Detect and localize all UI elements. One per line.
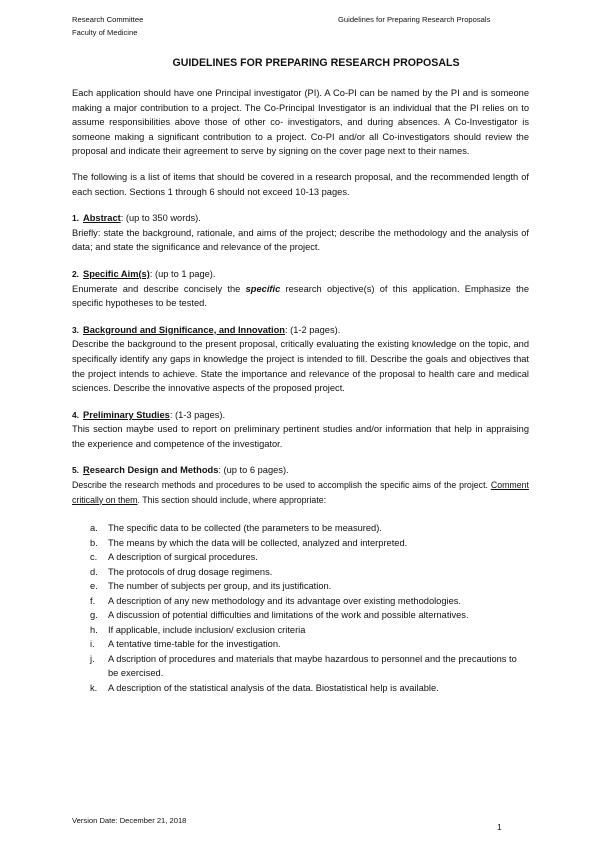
faculty-label: Faculty of Medicine bbox=[72, 28, 138, 37]
section-name-rest: esearch Design and Methods bbox=[89, 465, 219, 476]
list-item: f. A description of any new methodology and its advantage over existing methodologies. bbox=[90, 595, 461, 606]
list-item: a. The specific data to be collected (the parameters to be measured). bbox=[90, 523, 382, 534]
list-item: b. The means by which the data will be collected, analyzed and interpreted. bbox=[90, 537, 408, 548]
list-item: g. A discussion of potential difficulties and limitations of the work and possible alternatives. bbox=[90, 610, 469, 621]
version-date: Version Date: December 21, 2018 bbox=[72, 816, 187, 825]
section-number: 5. bbox=[72, 465, 79, 476]
list-intro-paragraph: The following is a list of items that should be covered in a research proposal, and the recommended length of each section. Sections 1 through 6 should not exceed 10-13 pages. bbox=[72, 171, 529, 197]
emphasis-text: specific bbox=[245, 283, 281, 294]
methods-checklist bbox=[72, 521, 529, 695]
list-item: k. A description of the statistical analysis of the data. Biostatistical help is available. bbox=[90, 682, 439, 693]
committee-label: Research Committee bbox=[72, 15, 144, 24]
list-item: d. The protocols of drug dosage regimens. bbox=[90, 566, 273, 577]
section-name: Specific Aim(s) bbox=[83, 268, 150, 279]
section-4-heading bbox=[72, 408, 529, 423]
section-number: 2. bbox=[72, 268, 79, 279]
section-length: : (1-2 pages). bbox=[284, 324, 341, 335]
document-body bbox=[72, 86, 529, 695]
list-item: i. A tentative time-table for the investigation. bbox=[90, 639, 281, 650]
section-1-heading bbox=[72, 211, 529, 226]
section-1-body: Briefly: state the background, rationale, and aims of the project; describe the methodology and the analysis of data; and state the significance and relevance of the project. bbox=[72, 227, 529, 253]
section-2-body bbox=[72, 282, 529, 311]
section-name: R bbox=[83, 465, 90, 476]
list-item: j. A dscription of procedures and materials that maybe hazardous to personnel and the precautions to be exercised. bbox=[90, 653, 517, 679]
page-number: 1 bbox=[497, 822, 502, 832]
section-number: 1. bbox=[72, 213, 79, 224]
body-text: Describe the research methods and procedures to be used to accomplish the specific aims of the project. bbox=[72, 480, 491, 491]
section-3-heading bbox=[72, 323, 529, 338]
section-2-heading bbox=[72, 267, 529, 282]
section-name: Background and Significance, and Innovation bbox=[83, 324, 285, 335]
section-3-body: Describe the background to the present proposal, critically evaluating the existing knowledge on the topic, and specifically identify any gaps in knowledge the project is intended to fill. Describe the goals and objectives that the project intends to achieve. State the importance and relevance of the proposal to health care and medical sciences. Describe the innovative aspects of the proposed project. bbox=[72, 339, 529, 394]
section-number: 3. bbox=[72, 324, 79, 335]
body-text: Enumerate and describe concisely the bbox=[72, 283, 246, 294]
body-text: research objective(s) of this application. Emphasize the specific hypotheses to be tested. bbox=[72, 283, 529, 309]
section-length: : (up to 6 pages). bbox=[218, 465, 289, 476]
body-text: . This section should include, where appropriate: bbox=[137, 494, 327, 505]
section-5-heading bbox=[72, 463, 529, 478]
intro-paragraph: Each application should have one Principal investigator (PI). A Co-PI can be named by the PI and is someone making a major contribution to a project. The Co-Principal Investigator is an individual that the PI relies on to assume responsibilities above those of other co- investigators, and during absences. A Co-Investigator is someone making a significant contribution to a project. Co-PI and/or all Co-investigators should review the proposal and indicate their agreement to serve by signing on the cover page next to their names. bbox=[72, 88, 529, 157]
section-length: : (up to 1 page). bbox=[149, 268, 216, 279]
running-header: Guidelines for Preparing Research Proposals bbox=[338, 15, 491, 24]
section-name: Preliminary Studies bbox=[83, 409, 170, 420]
section-length: : (1-3 pages). bbox=[169, 409, 226, 420]
section-number: 4. bbox=[72, 409, 79, 420]
section-length: : (up to 350 words). bbox=[120, 213, 201, 224]
section-4-body: This section maybe used to report on preliminary pertinent studies and/or information that help in appraising the experience and competence of the investigator. bbox=[72, 424, 529, 449]
list-item: e. The number of subjects per group, and its justification. bbox=[90, 581, 332, 592]
list-item: h. If applicable, include inclusion/ exclusion criteria bbox=[90, 624, 306, 635]
section-5-body bbox=[72, 478, 529, 507]
document-title: GUIDELINES FOR PREPARING RESEARCH PROPOSALS bbox=[172, 57, 460, 69]
underlined-text: Comment critically on them bbox=[72, 480, 529, 505]
section-name: Abstract bbox=[83, 213, 121, 224]
header-left bbox=[72, 13, 143, 39]
list-item: c. A description of surgical procedures. bbox=[90, 552, 258, 563]
